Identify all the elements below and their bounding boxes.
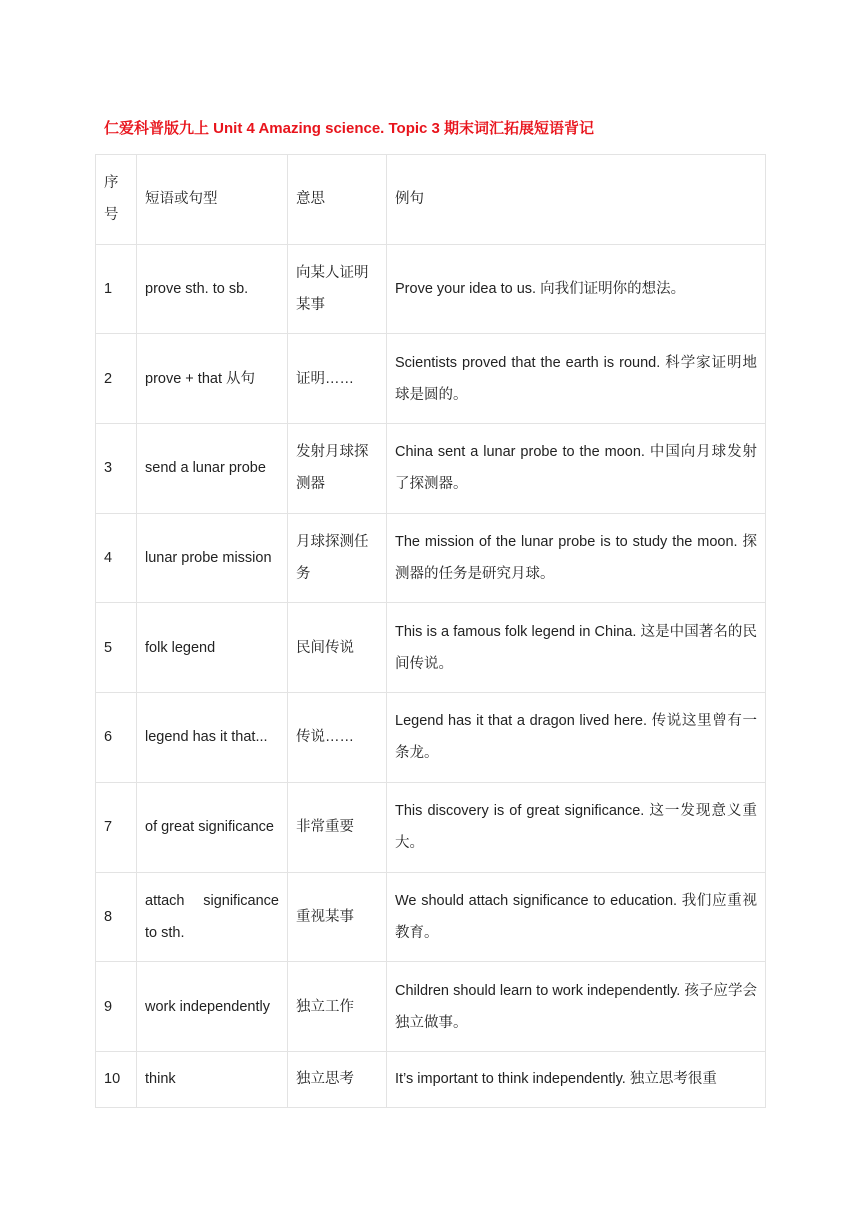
row-phrase: attach significance to sth. xyxy=(137,872,288,962)
row-example: Legend has it that a dragon lived here. 传说这里曾有一条龙。 xyxy=(387,693,766,783)
row-phrase: of great significance xyxy=(137,782,288,872)
table-row xyxy=(96,693,766,783)
row-phrase: prove + that 从句 xyxy=(137,334,288,424)
row-num: 7 xyxy=(96,782,137,872)
table-row xyxy=(96,424,766,514)
row-phrase: prove sth. to sb. xyxy=(137,244,288,334)
table-row xyxy=(96,782,766,872)
header-num: 序号 xyxy=(96,155,137,245)
row-meaning: 证明…… xyxy=(288,334,387,424)
table-row xyxy=(96,603,766,693)
table-row xyxy=(96,1051,766,1107)
row-meaning: 向某人证明某事 xyxy=(288,244,387,334)
row-num: 8 xyxy=(96,872,137,962)
row-meaning: 独立工作 xyxy=(288,962,387,1052)
row-meaning: 非常重要 xyxy=(288,782,387,872)
row-phrase: think xyxy=(137,1051,288,1107)
row-phrase: folk legend xyxy=(137,603,288,693)
row-num: 2 xyxy=(96,334,137,424)
row-meaning: 民间传说 xyxy=(288,603,387,693)
row-example: This discovery is of great significance. 这一发现意义重大。 xyxy=(387,782,766,872)
row-phrase: lunar probe mission xyxy=(137,513,288,603)
row-num: 4 xyxy=(96,513,137,603)
row-phrase: send a lunar probe xyxy=(137,424,288,514)
row-meaning: 传说…… xyxy=(288,693,387,783)
table-header-row xyxy=(96,155,766,245)
row-meaning: 重视某事 xyxy=(288,872,387,962)
row-meaning: 发射月球探测器 xyxy=(288,424,387,514)
table-row xyxy=(96,334,766,424)
row-example: Scientists proved that the earth is round. 科学家证明地球是圆的。 xyxy=(387,334,766,424)
row-example: It’s important to think independently. 独立思考很重 xyxy=(387,1051,766,1107)
table-row xyxy=(96,872,766,962)
table-row xyxy=(96,513,766,603)
row-example: Children should learn to work independently. 孩子应学会独立做事。 xyxy=(387,962,766,1052)
row-example: We should attach significance to education. 我们应重视教育。 xyxy=(387,872,766,962)
row-num: 10 xyxy=(96,1051,137,1107)
row-num: 3 xyxy=(96,424,137,514)
vocab-table xyxy=(95,154,766,1108)
row-meaning: 月球探测任务 xyxy=(288,513,387,603)
row-num: 9 xyxy=(96,962,137,1052)
row-num: 1 xyxy=(96,244,137,334)
row-example: The mission of the lunar probe is to study the moon. 探测器的任务是研究月球。 xyxy=(387,513,766,603)
table-row xyxy=(96,244,766,334)
row-num: 5 xyxy=(96,603,137,693)
header-example: 例句 xyxy=(387,155,766,245)
row-phrase: legend has it that... xyxy=(137,693,288,783)
row-example: Prove your idea to us. 向我们证明你的想法。 xyxy=(387,244,766,334)
table-row xyxy=(96,962,766,1052)
row-num: 6 xyxy=(96,693,137,783)
row-example: This is a famous folk legend in China. 这是中国著名的民间传说。 xyxy=(387,603,766,693)
row-example: China sent a lunar probe to the moon. 中国向月球发射了探测器。 xyxy=(387,424,766,514)
row-phrase: work independently xyxy=(137,962,288,1052)
header-meaning: 意思 xyxy=(288,155,387,245)
page-title: 仁爱科普版九上 Unit 4 Amazing science. Topic 3 期末词汇拓展短语背记 xyxy=(104,120,595,137)
header-phrase: 短语或句型 xyxy=(137,155,288,245)
row-meaning: 独立思考 xyxy=(288,1051,387,1107)
